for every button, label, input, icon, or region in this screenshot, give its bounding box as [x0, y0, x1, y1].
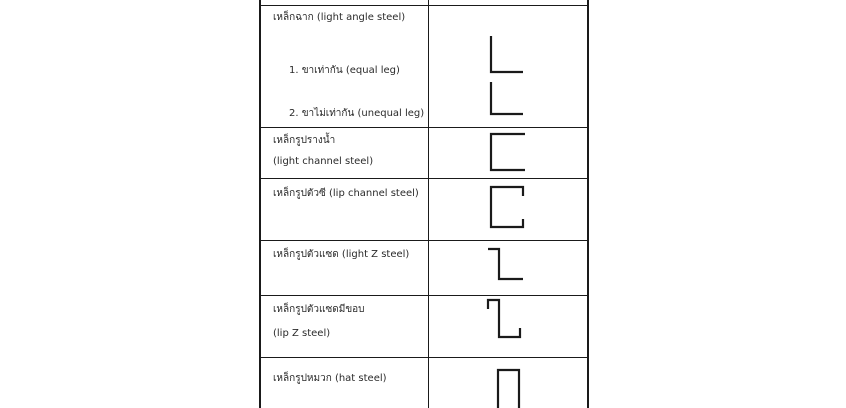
z-section-icon	[488, 249, 523, 279]
row-label-light-z-steel: เหล็กรูปตัวแซด (light Z steel)	[273, 249, 410, 260]
row-label-hat-steel: เหล็กรูปหมวก (hat steel)	[273, 373, 387, 384]
row-label-light-channel-steel-thai: เหล็กรูปรางน้ำ	[273, 135, 336, 146]
hat-section-icon	[491, 370, 526, 408]
sub-item-equal-leg: 1. ขาเท่ากัน (equal leg)	[289, 65, 400, 76]
row-label-lip-z-steel-en: (lip Z steel)	[273, 328, 331, 339]
lip-channel-icon	[491, 187, 523, 227]
row-label-light-channel-steel-en: (light channel steel)	[273, 156, 374, 167]
equal-leg-angle-icon	[491, 36, 523, 72]
steel-sections-table	[259, 0, 589, 408]
sub-item-unequal-leg: 2. ขาไม่เท่ากัน (unequal leg)	[289, 108, 425, 119]
row-label-light-angle-steel: เหล็กฉาก (light angle steel)	[273, 12, 406, 23]
row-label-lip-channel-steel: เหล็กรูปตัวซี (lip channel steel)	[273, 188, 419, 199]
row-label-lip-z-steel-thai: เหล็กรูปตัวแซดมีขอบ	[273, 304, 365, 315]
section-shapes	[261, 0, 591, 408]
unequal-leg-angle-icon	[491, 82, 523, 114]
channel-icon	[491, 134, 525, 170]
lip-z-section-icon	[488, 300, 520, 337]
